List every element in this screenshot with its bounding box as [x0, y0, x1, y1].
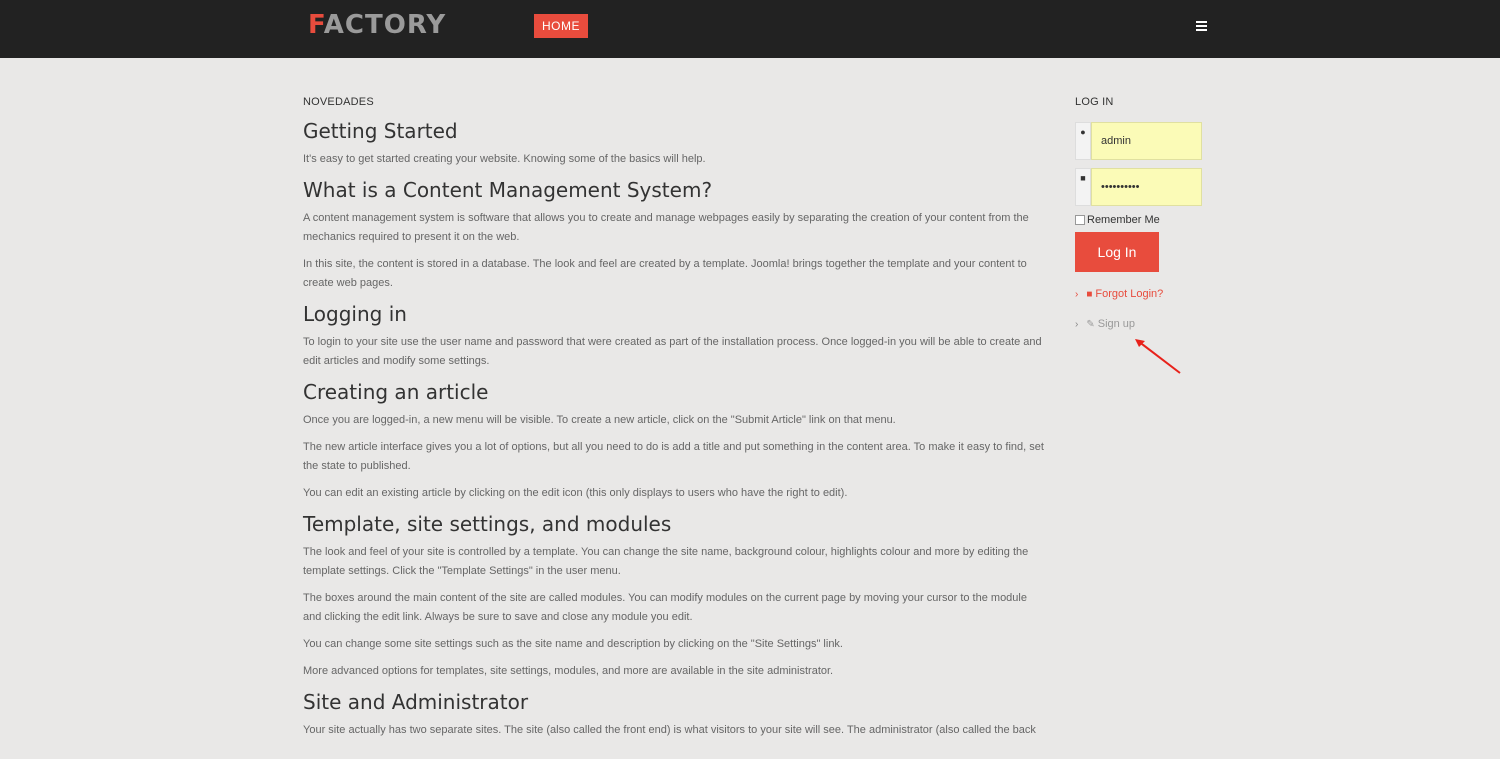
article — [303, 379, 1048, 503]
lock-icon: ■ — [1075, 168, 1091, 206]
remember-me-label: Remember Me — [1087, 214, 1160, 226]
site-logo[interactable] — [308, 10, 446, 40]
article-paragraph: You can edit an existing article by clicking on the edit icon (this only displays to users who have the right to edit). — [303, 487, 848, 499]
article-paragraph: More advanced options for templates, site settings, modules, and more are available in the site administrator. — [303, 665, 834, 677]
signup-label: Sign up — [1097, 318, 1136, 330]
main-content — [303, 96, 1048, 748]
unlock-icon: ■ — [1086, 288, 1093, 300]
remember-me-checkbox[interactable] — [1075, 215, 1085, 225]
login-links — [1075, 288, 1205, 330]
article-paragraph: You can change some site settings such as the site name and description by clicking on the "Site Settings" link. — [303, 638, 843, 650]
user-icon: ● — [1075, 122, 1091, 160]
article-title: Site and Administrator — [303, 690, 529, 714]
article — [303, 689, 1048, 740]
forgot-login-link[interactable] — [1075, 288, 1205, 300]
article-title: Logging in — [303, 302, 407, 326]
chevron-right-icon: › — [1075, 288, 1079, 300]
article-title: Creating an article — [303, 380, 489, 404]
article-title: Template, site settings, and modules — [303, 512, 672, 536]
article-paragraph: It's easy to get started creating your website. Knowing some of the basics will help. — [303, 153, 706, 165]
article-paragraph: A content management system is software that allows you to create and manage webpages easily by separating the creation of your content from the mechanics required to present it on the web. — [303, 212, 1029, 243]
login-title: LOG IN — [1075, 96, 1114, 108]
annotation-arrow-icon — [1133, 336, 1185, 376]
password-input[interactable] — [1091, 168, 1202, 206]
article — [303, 118, 1048, 169]
remember-me-row — [1075, 214, 1205, 226]
chevron-right-icon: › — [1075, 318, 1079, 330]
article-paragraph: In this site, the content is stored in a database. The look and feel are created by a template. Joomla! brings together the template and your content to create web pages. — [303, 258, 1027, 289]
logo-rest: ACTORY — [323, 10, 447, 40]
article-paragraph: Once you are logged-in, a new menu will be visible. To create a new article, click on the "Submit Article" link on that menu. — [303, 414, 896, 426]
edit-icon: ✎ — [1086, 318, 1095, 330]
login-button[interactable]: Log In — [1075, 232, 1159, 272]
article-paragraph: The look and feel of your site is controlled by a template. You can change the site name, background colour, highlights colour and more by editing the template settings. Click the "Template Settings" in the user menu. — [303, 546, 1029, 577]
password-group — [1075, 168, 1202, 206]
logo-first-letter: F — [308, 10, 324, 40]
article — [303, 511, 1048, 681]
forgot-login-label: Forgot Login? — [1095, 288, 1164, 300]
article-paragraph: Your site actually has two separate sites. The site (also called the front end) is what visitors to your site will see. The administrator (also called the back — [303, 724, 1036, 736]
article-paragraph: The new article interface gives you a lot of options, but all you need to do is add a title and put something in the content area. To make it easy to find, set the state to published. — [303, 441, 1044, 472]
section-title: NOVEDADES — [303, 96, 374, 108]
login-module — [1075, 96, 1205, 348]
article — [303, 177, 1048, 293]
top-navbar — [0, 0, 1500, 58]
article-paragraph: To login to your site use the user name and password that were created as part of the installation process. Once logged-in you will be able to create and edit articles and modify some settings. — [303, 336, 1042, 367]
article-title: What is a Content Management System? — [303, 178, 713, 202]
username-input[interactable] — [1091, 122, 1202, 160]
article-title: Getting Started — [303, 119, 458, 143]
username-group — [1075, 122, 1202, 160]
article — [303, 301, 1048, 371]
hamburger-icon[interactable] — [1196, 21, 1207, 31]
signup-link[interactable] — [1075, 318, 1205, 330]
article-paragraph: The boxes around the main content of the site are called modules. You can modify modules on the current page by moving your cursor to the module and clicking the edit link. Always be sure to save and close any module you edit. — [303, 592, 1027, 623]
nav-home-button[interactable]: HOME — [534, 14, 588, 38]
